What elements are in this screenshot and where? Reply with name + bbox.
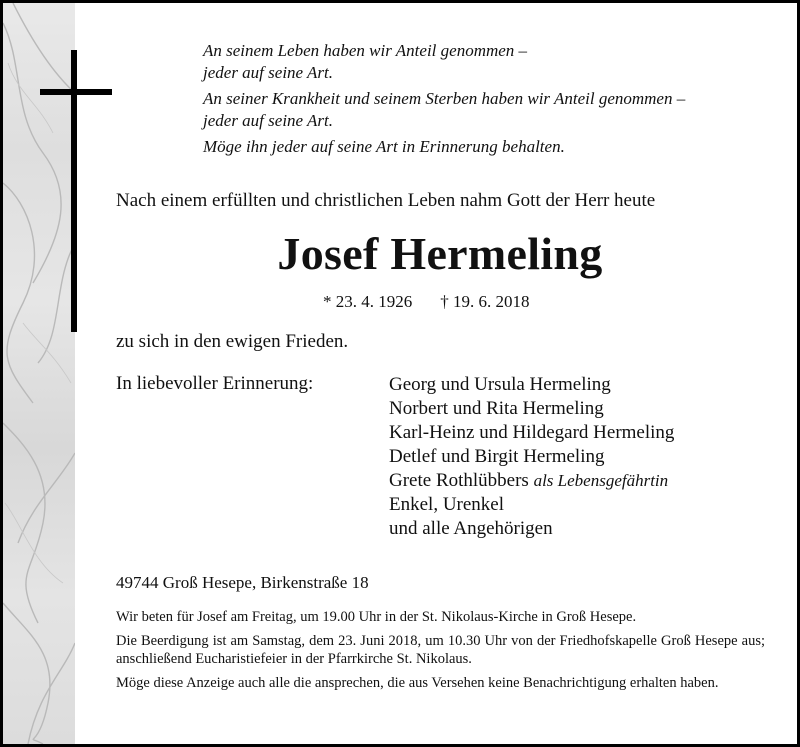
notice-paragraph: Möge diese Anzeige auch alle die ansprechen, die aus Versehen keine Benachrichtigung erhalten haben. bbox=[116, 675, 719, 691]
marble-border bbox=[3, 3, 75, 744]
life-dates bbox=[323, 292, 530, 312]
birth-date: * 23. 4. 1926 bbox=[323, 292, 413, 311]
deceased-name: Josef Hermeling bbox=[277, 228, 603, 279]
mourner: Karl-Heinz und Hildegard Hermeling bbox=[389, 422, 675, 443]
notice-paragraph: Die Beerdigung ist am Samstag, dem 23. Juni 2018, um 10.30 Uhr von der Friedhofskapelle Groß Hesepe aus; anschließend Eucharistiefeier in der Pfarrkirche St. Nikolaus. bbox=[116, 633, 765, 667]
mourner: Grete Rothlübbers als Lebensgefährtin bbox=[389, 470, 669, 491]
mourner: und alle Angehörigen bbox=[389, 518, 553, 539]
poem-line: jeder auf seine Art. bbox=[203, 111, 333, 130]
intro-text: Nach einem erfüllten und christlichen Leben nahm Gott der Herr heute bbox=[116, 190, 656, 211]
poem-line: jeder auf seine Art. bbox=[203, 63, 333, 82]
notices bbox=[116, 608, 765, 698]
address: 49744 Groß Hesepe, Birkenstraße 18 bbox=[116, 573, 369, 592]
marble-veins bbox=[3, 3, 75, 744]
cross-icon-bar bbox=[40, 89, 112, 95]
poem-line: An seinem Leben haben wir Anteil genommen – bbox=[203, 41, 528, 60]
mourner: Detlef und Birgit Hermeling bbox=[389, 446, 605, 467]
mourner: Georg und Ursula Hermeling bbox=[389, 374, 611, 395]
poem-line: Möge ihn jeder auf seine Art in Erinnerung behalten. bbox=[203, 137, 565, 156]
death-date: † 19. 6. 2018 bbox=[440, 292, 530, 311]
mourner: Enkel, Urenkel bbox=[389, 494, 505, 515]
mourners-list bbox=[389, 373, 674, 541]
peace-text: zu sich in den ewigen Frieden. bbox=[116, 331, 349, 352]
memory-label: In liebevoller Erinnerung: bbox=[116, 373, 314, 394]
poem bbox=[203, 40, 783, 158]
poem-line: An seiner Krankheit und seinem Sterben haben wir Anteil genommen – bbox=[203, 89, 686, 108]
mourner-note: als Lebensgefährtin bbox=[533, 471, 669, 490]
notice-paragraph: Wir beten für Josef am Freitag, um 19.00 Uhr in der St. Nikolaus-Kirche in Groß Hesepe. bbox=[116, 609, 637, 625]
mourner: Norbert und Rita Hermeling bbox=[389, 398, 604, 419]
